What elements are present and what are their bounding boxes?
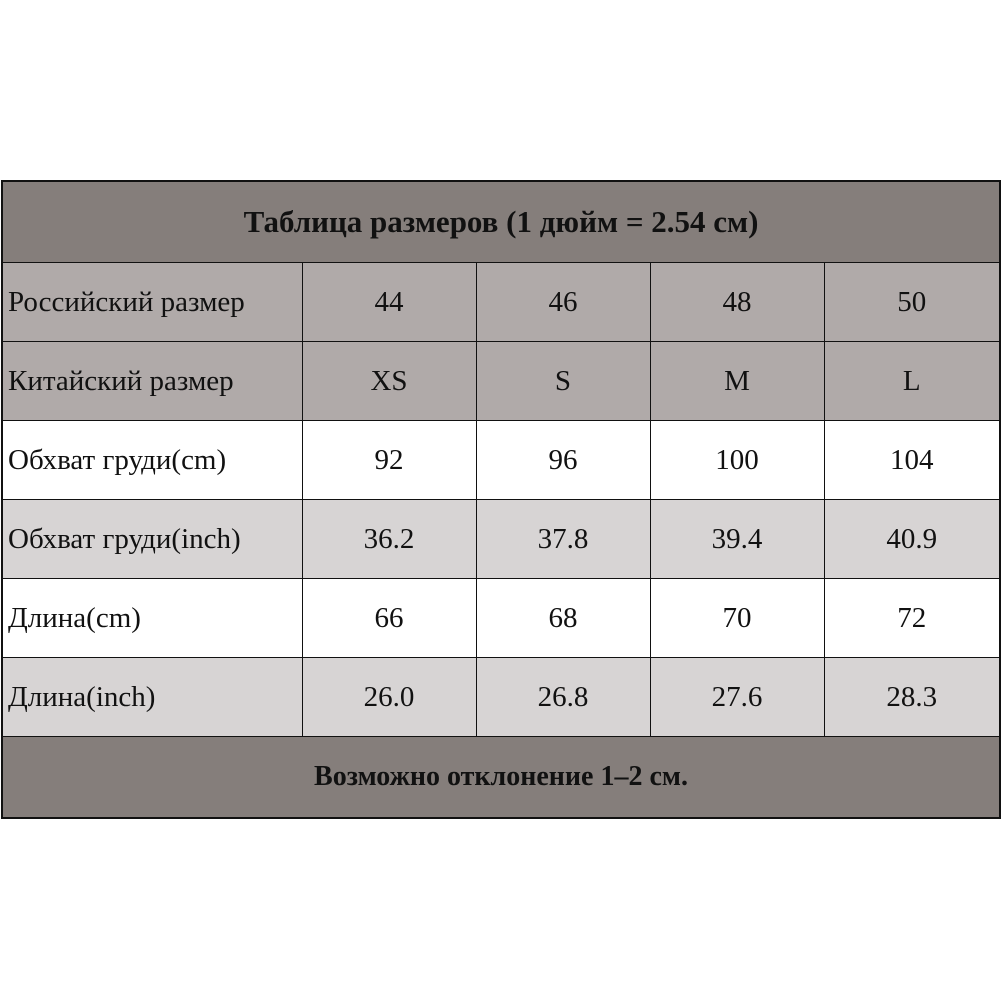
table-cell: 92 (302, 421, 476, 500)
table-cell: 27.6 (650, 658, 824, 737)
table-cell: 48 (650, 263, 824, 342)
table-cell: 104 (824, 421, 1000, 500)
table-cell: 100 (650, 421, 824, 500)
row-label: Китайский размер (2, 342, 302, 421)
table-cell: XS (302, 342, 476, 421)
table-cell: 50 (824, 263, 1000, 342)
table-row-chinese-size (2, 342, 1000, 421)
table-title-row (2, 181, 1000, 263)
table-cell: 44 (302, 263, 476, 342)
table-cell: L (824, 342, 1000, 421)
table-cell: 72 (824, 579, 1000, 658)
row-label: Российский размер (2, 263, 302, 342)
table-footer-note: Возможно отклонение 1–2 см. (2, 737, 1000, 819)
row-label: Длина(cm) (2, 579, 302, 658)
table-cell: 46 (476, 263, 650, 342)
table-row-chest-cm (2, 421, 1000, 500)
table-row-russian-size (2, 263, 1000, 342)
table-cell: 40.9 (824, 500, 1000, 579)
table-row-length-cm (2, 579, 1000, 658)
table-cell: 96 (476, 421, 650, 500)
table-cell: 66 (302, 579, 476, 658)
table-cell: M (650, 342, 824, 421)
table-row-chest-inch (2, 500, 1000, 579)
row-label: Длина(inch) (2, 658, 302, 737)
table-cell: 26.0 (302, 658, 476, 737)
table-cell: 36.2 (302, 500, 476, 579)
size-chart-table (1, 180, 1001, 819)
table-footer-row (2, 737, 1000, 819)
table-cell: 26.8 (476, 658, 650, 737)
table-cell: 39.4 (650, 500, 824, 579)
table-cell: S (476, 342, 650, 421)
table-cell: 70 (650, 579, 824, 658)
row-label: Обхват груди(cm) (2, 421, 302, 500)
table-cell: 37.8 (476, 500, 650, 579)
table-title: Таблица размеров (1 дюйм = 2.54 см) (2, 181, 1000, 263)
table-row-length-inch (2, 658, 1000, 737)
table-cell: 28.3 (824, 658, 1000, 737)
row-label: Обхват груди(inch) (2, 500, 302, 579)
table-cell: 68 (476, 579, 650, 658)
